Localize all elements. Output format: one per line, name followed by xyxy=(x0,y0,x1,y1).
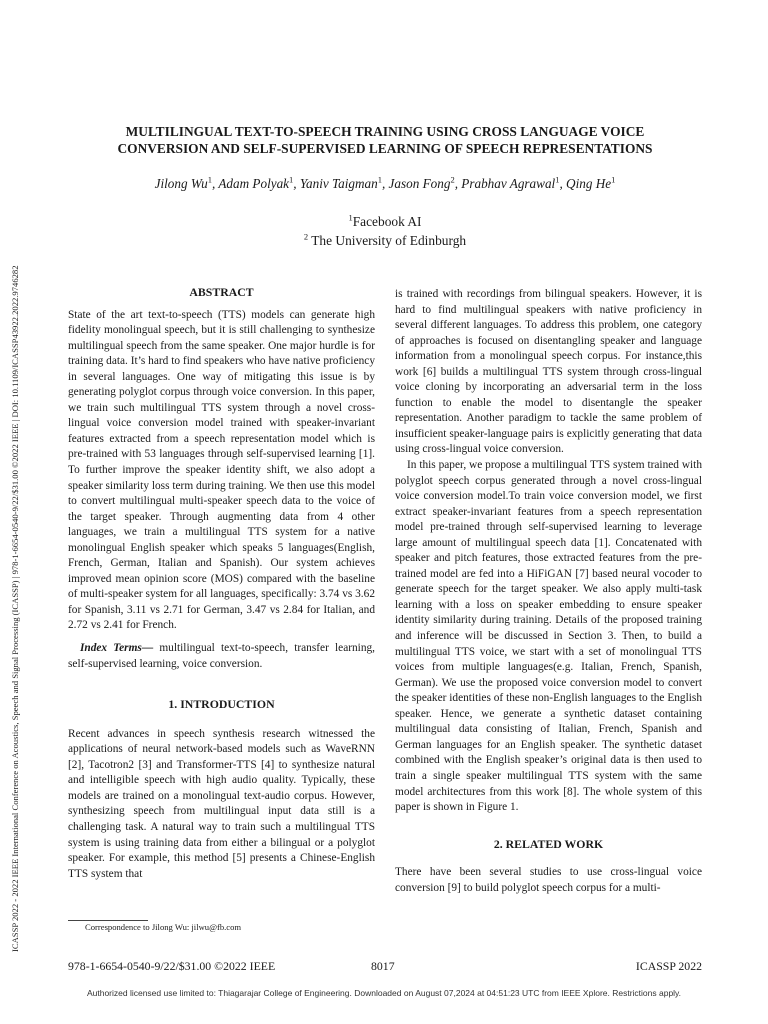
footnote-divider xyxy=(68,920,148,921)
page-number: 8017 xyxy=(371,959,395,973)
right-column xyxy=(395,287,702,896)
introduction-heading: 1. INTRODUCTION xyxy=(168,697,275,712)
introduction-text: Recent advances in speech synthesis research witnessed the applications of neural network-based models such as WaveRNN [2], Tacotron2 [3] and Transformer-TTS [4] to synthesize natural and intelligible speech with high audio quality. Typically, these models are trained on a monolingual text-audio corpus. However, synthesizing speech from multilingual input data still is a challenging task. A natural way to train such a multilingual TTS system is using training data from either a bilingual or a polyglot speaker. For example, this method [5] presents a Chinese-English TTS system that xyxy=(68,727,375,880)
author: Jason Fong$^2$, xyxy=(388,174,462,191)
intro-paragraph-continued: is trained with recordings from bilingual speakers. However, it is hard to find multilingual speakers with native proficiency in several different languages. To address this problem, one category of approaches is focused on disentangling speaker and language information from a monolingual speech corpus. For instance,this work [6] builds a multilingual TTS system through cross-lingual voice cloning by incorporating an adversarial term in the loss function to enable the model to disentangle the speaker representation. Another paradigm to tackle the same problem of insufficient speaker-language pairs is explicitly generating that data using cross-lingual voice conversion. xyxy=(395,288,702,456)
doi-sidebar-note: ICASSP 2022 - 2022 IEEE International Conference on Acoustics, Speech and Signal Processing (ICASSP) | 978-1-6654-0540-9/22/$31.00 ©2022 IEEE | DOI: 10.1109/ICASSP43922.2022.9746282 xyxy=(10,265,20,952)
affiliation-edinburgh: $^2$ The University of Edinburgh xyxy=(303,231,467,248)
author: Adam Polyak$^1$, xyxy=(218,174,300,191)
abstract-heading: ABSTRACT xyxy=(189,285,254,299)
copyright-footer: 978-1-6654-0540-9/22/$31.00 ©2022 IEEE xyxy=(68,959,276,973)
affiliation-facebook: $^1$Facebook AI xyxy=(348,212,422,229)
author: Jilong Wu$^1$, xyxy=(154,174,219,191)
author: Prabhav Agrawal$^1$, xyxy=(461,174,567,191)
intro-paragraph-proposal: In this paper, we propose a multilingual TTS system trained with polyglot speech corpus generated through a novel cross-lingual voice conversion model.To train voice conversion model, we first extract speaker-invariant features from a speech representation model pre-trained through self-supervised learning to leverage large amount of multilingual speech data [1]. Concatenated with speaker and pitch features, those extracted features from the pre-trained model are fed into a HiFiGAN [7] based neural vocoder to generate speech for the target speaker. We also apply multi-task learning with a loss on speaker embedding to ensure speaker identity similarity during training. Details of the proposed training and inference will be discussed in Section 3. Then, to build a multilingual TTS voice, we start with a set of monolingual TTS voices from multiple languages(e.g. Italian, French, Spanish, German). We use the proposed voice conversion model to convert the speaker identities of these non-English languages to the English speaker. Hence, we generate a synthetic dataset containing multilingual data consisting of Italian, French, Spanish and German languages for an English speaker. The synthetic dataset combined with the English speaker’s original data is then used to train a single speaker multilingual TTS system with the same model architectures from this work [8]. The whole system of this paper is shown in Figure 1. xyxy=(395,459,702,814)
conference-footer: ICASSP 2022 xyxy=(635,959,702,973)
left-column xyxy=(68,285,375,882)
title-line-2: CONVERSION AND SELF-SUPERVISED LEARNING OF SPEECH REPRESENTATIONS xyxy=(117,141,653,156)
correspondence-footnote: Correspondence to Jilong Wu: jilwu@fb.com xyxy=(85,922,242,932)
author: Yaniv Taigman$^1$, xyxy=(299,174,389,191)
author: Qing He$^1$ xyxy=(566,174,616,191)
paper-title xyxy=(60,123,710,157)
title-line-1: MULTILINGUAL TEXT-TO-SPEECH TRAINING USING CROSS LANGUAGE VOICE xyxy=(125,124,645,139)
related-work-heading: 2. RELATED WORK xyxy=(493,836,604,851)
download-notice: Authorized licensed use limited to: Thiagarajar College of Engineering. Downloaded on August 07,2024 at 04:51:23 UTC from IEEE Xplore. Restrictions apply. xyxy=(86,988,682,998)
author-list xyxy=(60,176,710,192)
index-terms: Index Terms— multilingual text-to-speech, transfer learning, self-supervised learning, voice conversion. xyxy=(68,642,376,670)
abstract-text: State of the art text-to-speech (TTS) models can generate high fidelity monolingual speech, but it is still challenging to synthesize multilingual speech from the same speaker. One major hurdle is for training data. It’s hard to find speakers who have native proficiency in several languages. One way of mitigating this issue is by generating polyglot corpus through voice conversion. In this paper, we train such multilingual TTS system through a novel cross-lingual voice conversion model trained with speaker-invariant features extracted from a speech representation model which is pre-trained with 53 languages through self-supervised learning [1]. To further improve the speaker identity shift, we also adopt a speaker similarity loss term during training. We then use this model to convert multilingual multi-speaker speech data to the voice of the target speaker. Through augmenting data from 4 other languages, we train a multilingual TTS system for a native monolingual English speaker which speaks 5 languages(English, French, German, Italian and Spanish). Our system achieves improved mean opinion score (MOS) compared with the baseline of multi-speaker system for all languages, specifically: 3.74 vs 3.62 for Spanish, 3.11 vs 2.71 for German, 3.47 vs 2.84 for Italian, and 2.72 vs 2.41 for French. xyxy=(68,308,375,632)
related-work-text: There have been several studies to use cross-lingual voice conversion [9] to build polyglot speech corpus for a multi- xyxy=(395,866,702,894)
